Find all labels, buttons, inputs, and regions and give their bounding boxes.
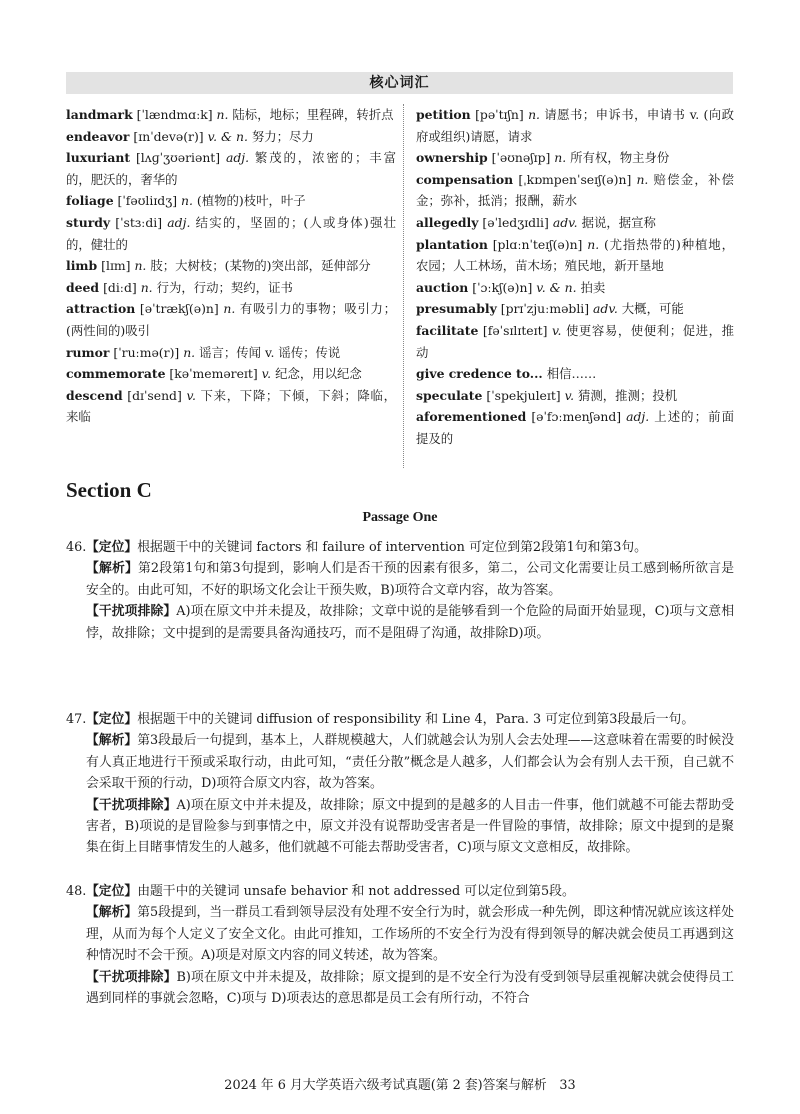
- question-paragraph: 【解析】第2段第1句和第3句提到，影响人们是否干预的因素有很多，第二，公司文化需要让员工感到畅所欲言是安全的。由此可知，不好的职场文化会让干预失败，B)项符合文章内容，故为答案。: [86, 561, 734, 598]
- section-title: Section C: [66, 478, 152, 502]
- vocab-entry: luxuriant [lʌɡˈʒʊəriənt] adj. 繁茂的，浓密的；丰富的，肥沃的，奢华的: [66, 150, 396, 187]
- question-paragraph: 【解析】第5段提到，当一群员工看到领导层没有处理不安全行为时，就会形成一种先例，即这种情况就应该这样处理，从而为每个人定义了安全文化。由此可推知，工作场所的不安全行为没有得到领导的解决就会使员工再遇到这种情况时不会干预。A)项是对原文内容的同义转述，故为答案。: [86, 905, 734, 964]
- vocab-entry: facilitate [fəˈsɪlɪteɪt] v. 使更容易，使便利；促进，推动: [416, 322, 734, 360]
- vocab-entry: descend [dɪˈsend] v. 下来，下降；下倾，下斜；降临，来临: [66, 387, 396, 425]
- vocab-entry: aforementioned [əˈfɔːmenʃənd] adj. 上述的；前面提及的: [416, 409, 734, 446]
- question-paragraph: 【干扰项排除】B)项在原文中并未提及，故排除；原文提到的是不安全行为没有受到领导层重视解决就会使得员工遇到同样的事就会忽略，C)项与 D)项表达的意思都是员工会有所行动，不符合: [86, 969, 734, 1007]
- vocab-entry: give credence to... 相信……: [416, 366, 597, 382]
- vocab-entry: sturdy [ˈstɜːdi] adj. 结实的，坚固的；(人或身体)强壮的，健壮的: [66, 214, 396, 252]
- vocab-entry: allegedly [əˈledʒɪdli] adv. 据说，据宣称: [416, 214, 656, 230]
- passage-title: Passage One: [362, 510, 438, 525]
- vocab-entry: presumably [prɪˈzjuːməbli] adv. 大概，可能: [416, 301, 684, 317]
- question-paragraph: 46.【定位】根据题干中的关键词 factors 和 failure of intervention 可定位到第2段第1句和第3句。: [66, 537, 734, 558]
- vocab-entry: foliage [ˈfəʊliɪdʒ] n. (植物的)枝叶，叶子: [66, 193, 306, 209]
- vocab-entry: compensation [ˌkɒmpenˈseɪʃ(ə)n] n. 赔偿金，补偿金；弥补，抵消；报酬，薪水: [416, 171, 734, 209]
- vocab-entry: attraction [əˈtrækʃ(ə)n] n. 有吸引力的事物；吸引力；(两性间的)吸引: [66, 301, 396, 338]
- vocab-entry: plantation [plɑːnˈteɪʃ(ə)n] n. (尤指热带的)种植地，农园；人工林场，苗木场；殖民地，新开垦地: [416, 236, 734, 274]
- question-paragraph: 【解析】第3段最后一句提到，基本上，人群规模越大，人们就越会认为别人会去处理——这意味着在需要的时候没有人真正地进行干预或采取行动，由此可知，“责任分散”概念是人越多，人们都会认为会有别人去干预，自己就不会采取干预的行动，D)项符合原文内容，故为答案。: [86, 733, 734, 792]
- vocab-entry: ownership [ˈəʊnəʃɪp] n. 所有权，物主身份: [416, 150, 670, 166]
- vocab-entry: limb [lɪm] n. 肢；大树枝；(某物的)突出部，延伸部分: [66, 258, 371, 274]
- question-number: 47.: [66, 712, 87, 727]
- question-paragraph: 【干扰项排除】A)项在原文中并未提及，故排除；原文中提到的是越多的人目击一件事，他们就越不可能去帮助受害者，B)项说的是冒险参与到事情之中，原文并没有说帮助受害者是一件冒险的事情，故排除；原文中提到的是聚集在街上目睹事情发生的人越多，他们就越不可能去帮助受害者，C)项与原文文意相反，故排除。: [86, 797, 735, 856]
- question-number: 48.: [66, 884, 87, 899]
- question-number: 46.: [66, 540, 87, 555]
- question-46: [66, 537, 734, 644]
- vocab-column-right: [416, 104, 734, 450]
- vocab-entry: speculate [ˈspekjuleɪt] v. 猜测，推测；投机: [416, 387, 678, 403]
- question-paragraph: 48.【定位】由题干中的关键词 unsafe behavior 和 not addressed 可以定位到第5段。: [66, 881, 734, 902]
- vocab-entry: rumor [ˈruːmə(r)] n. 谣言；传闻 v. 谣传；传说: [66, 344, 341, 360]
- question-47: [66, 709, 734, 859]
- column-divider: [403, 104, 404, 468]
- question-paragraph: 【干扰项排除】A)项在原文中并未提及，故排除；文章中说的是能够看到一个危险的局面开始显现，C)项与文意相悖，故排除；文中提到的是需要具备沟通技巧，而不是阻碍了沟通，故排除D)项。: [86, 604, 735, 641]
- vocab-entry: deed [diːd] n. 行为，行动；契约，证书: [66, 279, 293, 295]
- question-48: [66, 881, 734, 1009]
- vocab-entry: petition [pəˈtɪʃn] n. 请愿书；申诉书，申请书 v. (向政府或组织)请愿，请求: [416, 107, 734, 144]
- vocab-title: 核心词汇: [66, 72, 733, 94]
- question-paragraph: 47.【定位】根据题干中的关键词 diffusion of responsibility 和 Line 4，Para. 3 可定位到第3段最后一句。: [66, 709, 734, 730]
- vocab-entry: endeavor [ɪnˈdevə(r)] v. & n. 努力；尽力: [66, 128, 314, 144]
- vocab-entry: commemorate [kəˈmeməreɪt] v. 纪念，用以纪念: [66, 366, 362, 382]
- vocab-entry: landmark [ˈlændmɑːk] n. 陆标，地标；里程碑，转折点: [66, 107, 394, 122]
- vocab-entry: auction [ˈɔːkʃ(ə)n] v. & n. 拍卖: [416, 279, 606, 295]
- vocab-column-left: [66, 104, 396, 428]
- page-footer: 2024 年 6 月大学英语六级考试真题(第 2 套)答案与解析 33: [224, 1078, 576, 1093]
